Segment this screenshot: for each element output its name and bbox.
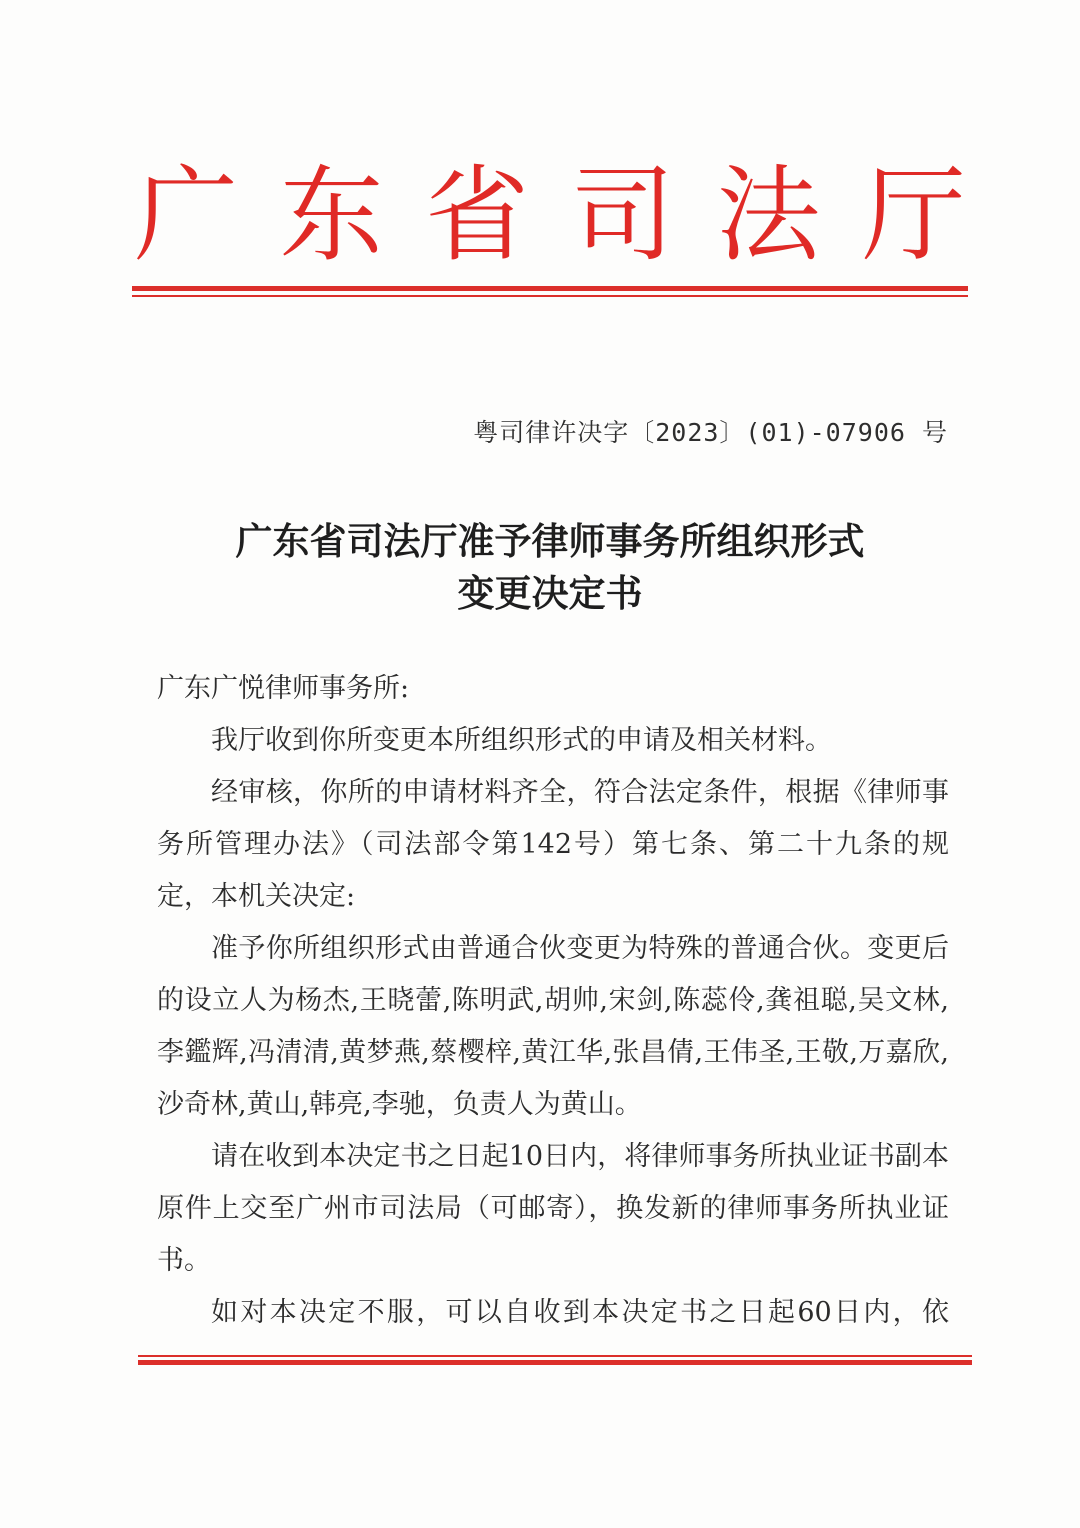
body-paragraph: 准予你所组织形式由普通合伙变更为特殊的普通合伙。变更后的设立人为杨杰,王晓蕾,陈明武,胡帅,宋剑,陈蕊伶,龚祖聪,吴文林,李鑑辉,冯清清,黄梦燕,蔡樱梓,黄江华,张昌倩,王伟圣,王敬,万嘉欣,沙奇林,黄山,韩亮,李驰，负责人为黄山。 bbox=[157, 933, 949, 1120]
footer-divider-thick bbox=[138, 1360, 972, 1365]
addressee: 广东广悦律师事务所: bbox=[157, 673, 410, 704]
document-number: 粤司律许决字〔2023〕(01)-07906 号 bbox=[473, 418, 948, 447]
header-char: 广 bbox=[133, 154, 238, 276]
body-paragraph: 经审核，你所的申请材料齐全，符合法定条件，根据《律师事务所管理办法》（司法部令第142号）第七条、第二十九条的规定，本机关决定: bbox=[157, 777, 949, 912]
issuing-authority-header bbox=[130, 150, 970, 280]
body-paragraph: 我厅收到你所变更本所组织形式的申请及相关材料。 bbox=[211, 725, 832, 756]
body-paragraph: 如对本决定不服，可以自收到本决定书之日起60日内，依 bbox=[211, 1297, 949, 1328]
header-char: 厅 bbox=[861, 154, 966, 276]
document-title-line2: 变更决定书 bbox=[457, 572, 643, 615]
document-body bbox=[157, 663, 949, 1339]
header-divider-thick bbox=[132, 286, 968, 291]
footer-divider-thin bbox=[138, 1355, 972, 1357]
document-title-line1: 广东省司法厅准予律师事务所组织形式 bbox=[235, 520, 865, 563]
header-divider-thin bbox=[132, 295, 968, 297]
header-char: 省 bbox=[425, 154, 530, 276]
body-paragraph: 请在收到本决定书之日起10日内，将律师事务所执业证书副本原件上交至广州市司法局（可邮寄），换发新的律师事务所执业证书。 bbox=[157, 1141, 949, 1276]
header-char: 司 bbox=[570, 154, 675, 276]
header-char: 法 bbox=[716, 154, 821, 276]
header-char: 东 bbox=[279, 154, 384, 276]
